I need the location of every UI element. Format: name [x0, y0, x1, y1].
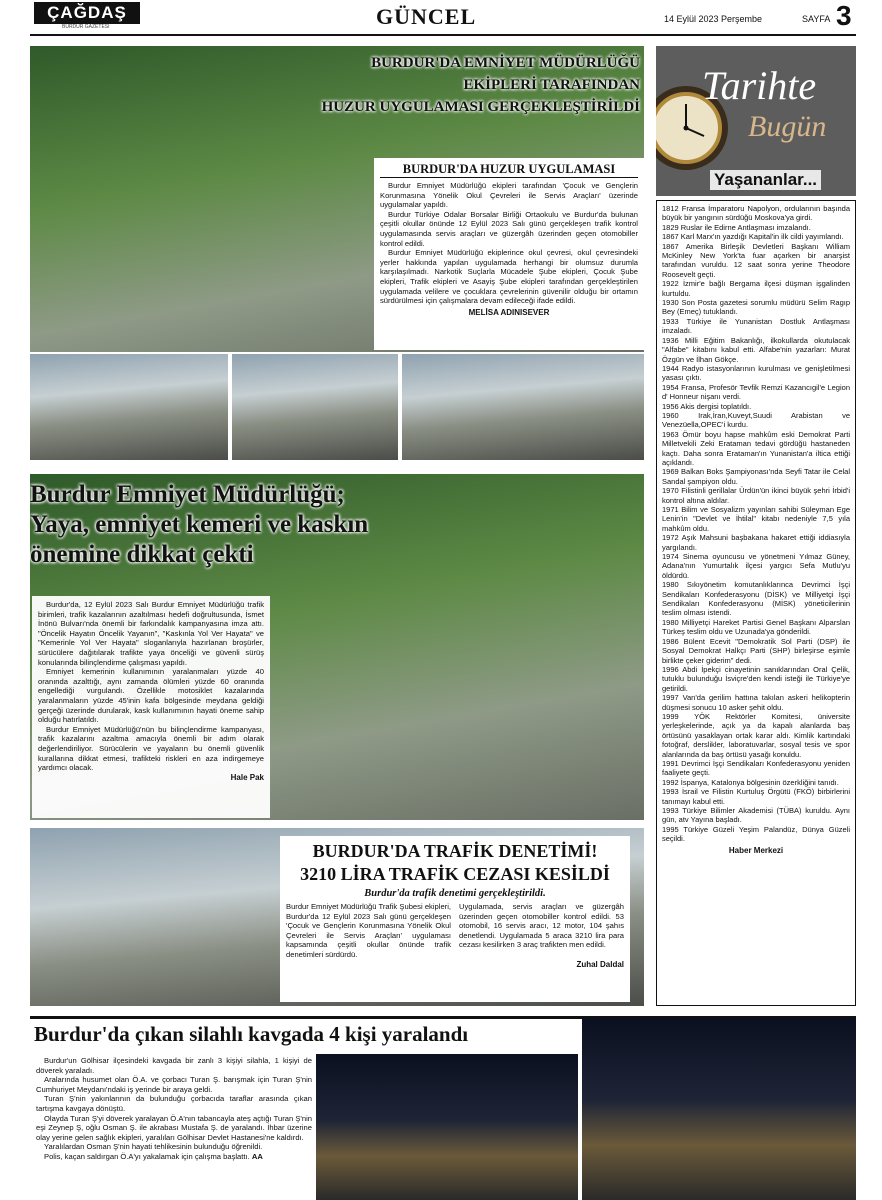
history-item: 1986 Bülent Ecevit "Demokratik Sol Parti (DSP) ile Sosyal Demokrat Halkçı Parti (SHP) birleşirse eşimle birlikte çeker giderim" dedi.	[662, 636, 850, 665]
history-item: 1980 Milliyetçi Hareket Partisi Genel Başkanı Alparslan Türkeş teslim oldu ve Uzunada'ya gönderildi.	[662, 617, 850, 637]
history-item: 1971 Bilim ve Sosyalizm yayınları sahibi Süleyman Ege Lenin'in "Devlet ve İhtilal" kitabı nedeniyle 7,5 yıla mahkûm oldu.	[662, 505, 850, 533]
story3-col1: Burdur Emniyet Müdürlüğü Trafik Şubesi ekipleri, Burdur'da 12 Eylül 2023 Salı günü gerçekleşen 'Çocuk ve Gençlerin Korunmasına Yönelik Okul Çevreleri ile Servis Araçları' uygulaması kapsamında çeşitli okullar önünde trafik denetimleri sürdürdü.	[286, 902, 451, 959]
story1-textbox	[374, 158, 644, 350]
story1-headline[interactable]	[236, 52, 640, 118]
paragraph: Burdur Emniyet Müdürlüğü'nün bu bilinçlendirme kampanyası, trafik kazalarını azaltma amacıyla önemli bir adım olarak değerlendiriliyor. Sürücülerin ve yayaların bu önemli güvenlik kurallarına dikkat etmesi, trafikteki riskleri en aza indirgemeye yardımcı olacak.	[38, 724, 264, 773]
story1-headline-line: BURDUR'DA EMNİYET MÜDÜRLÜĞÜ	[371, 55, 640, 71]
page-label: SAYFA	[802, 14, 831, 24]
history-item: 1936 Milli Eğitim Bakanlığı, ilkokullarda okutulacak "Alfabe" kitabını kabul etti. Alfabe'nin yazarları: Murat Özgün ve İlhan Gökçe.	[662, 335, 850, 364]
newspaper-logo[interactable]: ÇAĞDAŞ	[34, 2, 140, 24]
history-item: 1963 Ömür boyu hapse mahkûm eski Demokrat Parti Milletvekili Zeki Erataman tedavi gördüğü hastaneden kaçtı. Daha sonra Erataman'ın Yunanistan'a iltica ettiği açıklandı.	[662, 429, 850, 467]
history-item: 1933 Türkiye ile Yunanistan Dostluk Antlaşması imzaladı.	[662, 316, 850, 336]
story2-headline-line: Yaya, emniyet kemeri ve kaskın	[30, 511, 369, 538]
history-item: 1969 Balkan Boks Şampiyonası'nda Seyfi Tatar ile Celal Sandal şampiyon oldu.	[662, 467, 850, 486]
story1-subhead: BURDUR'DA HUZUR UYGULAMASI	[380, 162, 638, 178]
story2-signature: Hale Pak	[230, 772, 264, 782]
story1-headline-line: EKİPLERİ TARAFINDAN	[463, 77, 640, 93]
story4-body	[36, 1056, 312, 1162]
story4-photo-2	[582, 1018, 856, 1200]
history-item: 1991 Devrimci İşçi Sendikaları Konfederasyonu yeniden faaliyete geçti.	[662, 758, 850, 778]
paragraph: Aralarında husumet olan Ö.A. ve çorbacı Turan Ş. barışmak için Turan Ş'nin Cumhuriyet Meydanı'ndaki iş yerinde bir araya geldi.	[36, 1075, 312, 1094]
story1-photo-2	[30, 354, 228, 460]
history-item: 1993 Türkiye Bilimler Akademisi (TÜBA) kuruldu. Aynı gün, atv Yayına başladı.	[662, 806, 850, 825]
header-rule	[30, 34, 856, 36]
tarihte-title: Tarihte	[702, 63, 817, 108]
paragraph: Burdur Türkiye Odalar Borsalar Birliği Ortaokulu ve Burdur'da bulunan çeşitli okullar önünde 12 Eylül 2023 Salı günü gerçekleşen trafik kontrol uygulamasında servis araçları ve güzergâh üzerinden geçen otomobiller kontrol edildi.	[380, 209, 638, 248]
history-items	[662, 204, 850, 844]
story2-headline-line: önemine dikkat çekti	[30, 541, 254, 568]
story1-signature: MELİSA ADINISEVER	[468, 307, 550, 317]
bugun-title: Bugün	[748, 110, 827, 143]
history-item: 1867 Karl Marx'ın yazdığı Kapital'in ilk cildi yayımlandı.	[662, 232, 844, 242]
tarihte-bugun-list	[656, 200, 856, 1006]
story4-headline[interactable]: Burdur'da çıkan silahlı kavgada 4 kişi yaralandı	[34, 1022, 469, 1046]
story3-col2: Uygulamada, servis araçları ve güzergâh üzerinden geçen otomobiller kontrol edildi. 53 otomobil, 16 servis aracı, 12 motor, 104 şahıs denetlendi. Uygulamada 5 araca 3210 lira para cezası kesilirken 3 araç trafikten men edildi.	[459, 902, 624, 950]
story2-headline[interactable]	[30, 480, 430, 570]
paragraph: Olayda Turan Ş'yi döverek yaralayan Ö.A'nın tabancayla ateş açtığı Turan Ş'nin eşi Zeynep Ş, oğlu Osman Ş. ile akrabası Mustafa Ş. de yaralandı. İhbar üzerine olay yerine gelen sağlık ekipleri, yaralıları Gölhisar Devlet Hastanesi'ne kaldırdı.	[36, 1113, 312, 1142]
story1-photo-3	[232, 354, 398, 460]
story3-textbox	[280, 836, 630, 1002]
sidebar-signature: Haber Merkezi	[728, 845, 784, 855]
section-title: GÜNCEL	[376, 4, 477, 29]
paragraph: Yaralılardan Osman Ş'nin hayati tehlikesinin bulunduğu öğrenildi.	[44, 1142, 263, 1152]
history-item: 1930 Son Posta gazetesi sorumlu müdürü Selim Ragıp Bey (Emeç) tutuklandı.	[662, 298, 850, 317]
history-item: 1995 Türkiye Güzeli Yeşim Palandüz, Dünya Güzeli seçildi.	[662, 824, 850, 844]
history-item: 1993 İsrail ve Filistin Kurtuluş Örgütü (FKÖ) birbirlerini tanımayı kabul etti.	[662, 787, 850, 806]
logo-subtitle: BURDUR GAZETESİ	[62, 24, 110, 30]
issue-date: 14 Eylül 2023 Perşembe	[664, 14, 763, 24]
history-item: 1996 Abdi İpekçi cinayetinin sanıklarından Oral Çelik, tutuklu bulunduğu İsviçre'den kendi isteği ile Türkiye'ye getirildi.	[662, 664, 850, 693]
history-item: 1974 Sinema oyuncusu ve yönetmeni Yılmaz Güney, Adana'nın Yumurtalık ilçesi yargıcı Sefa Mutlu'yu öldürdü.	[662, 552, 850, 580]
story1-headline-line: HUZUR UYGULAMASI GERÇEKLEŞTİRİLDİ	[321, 99, 640, 115]
story1-body	[380, 181, 638, 306]
history-item: 1960 Irak,İran,Kuveyt,Suudi Arabistan ve Venezüella,OPEC'i kurdu.	[662, 410, 850, 430]
story1-photo-4	[402, 354, 644, 460]
history-item: 1922 İzmir'e bağlı Bergama ilçesi düşman işgalinden kurtuldu.	[662, 279, 850, 298]
history-item: 1970 Filistinli gerillalar Ürdün'ün ikinci büyük şehri İrbid'i kontrol altına aldılar.	[662, 486, 850, 505]
story4-signature: AA	[251, 1151, 263, 1161]
story2-body	[38, 600, 264, 773]
page-number: 3	[836, 0, 852, 31]
story3-signature: Zuhal Daldal	[576, 959, 624, 969]
history-item: 1812 Fransa İmparatoru Napolyon, ordularının başında büyük bir yangının sürdüğü Moskova'ya girdi.	[662, 204, 850, 223]
paragraph: Burdur'un Gölhisar ilçesindeki kavgada bir zanlı 3 kişiyi silahla, 1 kişiyi de döverek yaraladı.	[36, 1056, 312, 1075]
history-item: 1997 Van'da gerilim hattına takılan askeri helikopterin düşmesi sonucu 10 asker şehit oldu.	[662, 693, 850, 712]
paragraph: Turan Ş'nin yakınlarının da bulunduğu çorbacıda taraflar arasında çıkan tartışma kavgaya dönüştü.	[36, 1094, 312, 1113]
history-item: 1954 Fransa, Profesör Tevfik Remzi Kazancıgil'e Legion d' Honneur nişanı verdi.	[662, 382, 850, 402]
history-item: 1980 Sıkıyönetim komutanlıklarınca Devrimci İşçi Sendikaları Konfederasyonu (DİSK) ve Milliyetçi İşçi Sendikaları Konfederasyonu (MİSK) yöneticilerinin teslim olması istendi.	[662, 580, 850, 618]
paragraph	[36, 1152, 312, 1162]
story2-textbox	[32, 596, 270, 818]
story3-headline-line[interactable]: BURDUR'DA TRAFİK DENETİMİ!	[312, 841, 598, 861]
paragraph: Burdur Emniyet Müdürlüğü ekipleri tarafından 'Çocuk ve Gençlerin Korunmasına Yönelik Okul Çevreleri ile Servis Araçları' üzerinde uygulamalar yapıldı.	[380, 181, 638, 210]
story4-photo-1	[316, 1054, 578, 1200]
story3-subhead: Burdur'da trafik denetimi gerçekleştirildi.	[364, 888, 546, 899]
history-item: 1829 Ruslar ile Edirne Antlaşması imzalandı.	[662, 222, 811, 232]
paragraph-text: Polis, kaçan saldırgan Ö.A'yı yakalamak için çalışma başlattı.	[44, 1151, 250, 1161]
paragraph: Burdur'da, 12 Eylül 2023 Salı Burdur Emniyet Müdürlüğü trafik birimleri, trafik kazalarının azaltılması hedefi doğrultusunda, İsmet İnönü Bulvarı'nda önemli bir farkındalık kampanyasına imza attı. "Öncelik Hayatın Öncelik Yayanın", "Kaskınla Yol Ver Hayata" ve "Kemerinle Yol Ver Hayata" sloganlarıyla hazırlanan broşürler, sürücülere dağıtılarak trafikte yaya önceliği ve güvenli sürüş konularında bilinçlendirme çalışması yapıldı.	[38, 600, 264, 667]
paragraph: Burdur Emniyet Müdürlüğü ekiplerince okul çevresi, okul çevresindeki yerler hakkında yapılan uygulamada herhangi bir olumsuz durumla karşılaşılmadı. Narkotik Suçlarla Mücadele Şube ekipleri, Çocuk Şube ekipleri, Trafik ekipleri ve Asayiş Şube ekipleri tarafından gerçekleştirilen uygulamada velilere ve çocuklara çevrelerinin güvenilir olduğu bir ortamın sürdürülmesi için çalışmalara devam edileceği ifade edildi.	[380, 248, 638, 306]
paragraph: Emniyet kemerinin kullanımının yaralanmaları yüzde 40 oranında azalttığı, aynı zamanda ölümleri yüzde 60 oranında engellediği vurgulandı. Özellikle motosiklet kazalarında yaralanmaların yüzde 45'inin kafa bölgesinde meydana geldiği gerçeği üzerinde durularak, kask kullanımının hayati öneme sahip olduğu hatırlatıldı.	[38, 667, 264, 725]
history-item: 1867 Amerika Birleşik Devletleri Başkanı William McKinley New York'ta fuar açarken bir anarşist tarafından vuruldu. 12 saat sonra yerine Theodore Roosevelt geçti.	[662, 241, 850, 279]
story2-headline-line: Burdur Emniyet Müdürlüğü;	[30, 481, 345, 508]
history-item: 1999 YÖK Rektörler Komitesi, üniversite yerleşkelerinde, açık ya da kapalı alanlarda baş örtüsünü yasaklayan ortak karar aldı. Kimlik kartındaki fotoğraf, derslikler, laboratuvarlar, sosyal tesis ve spor alanlarında da baş örtüsü yasağı konuldu.	[662, 711, 850, 759]
story3-columns	[286, 902, 624, 960]
history-item: 1972 Aşık Mahsuni başbakana hakaret ettiği iddiasıyla yargılandı.	[662, 533, 850, 552]
yasananlar-title: Yaşananlar...	[710, 170, 821, 190]
story3-headline-line[interactable]: 3210 LİRA TRAFİK CEZASI KESİLDİ	[300, 864, 610, 884]
tarihte-bugun-header	[656, 46, 856, 196]
history-item: 1992 İspanya, Katalonya bölgesinin özerkliğini tanıdı.	[662, 777, 839, 787]
history-item: 1944 Radyo istasyonlarının kurulması ve genişletilmesi yasası çıktı.	[662, 363, 850, 383]
history-item: 1956 Akis dergisi toplatıldı.	[662, 401, 752, 411]
